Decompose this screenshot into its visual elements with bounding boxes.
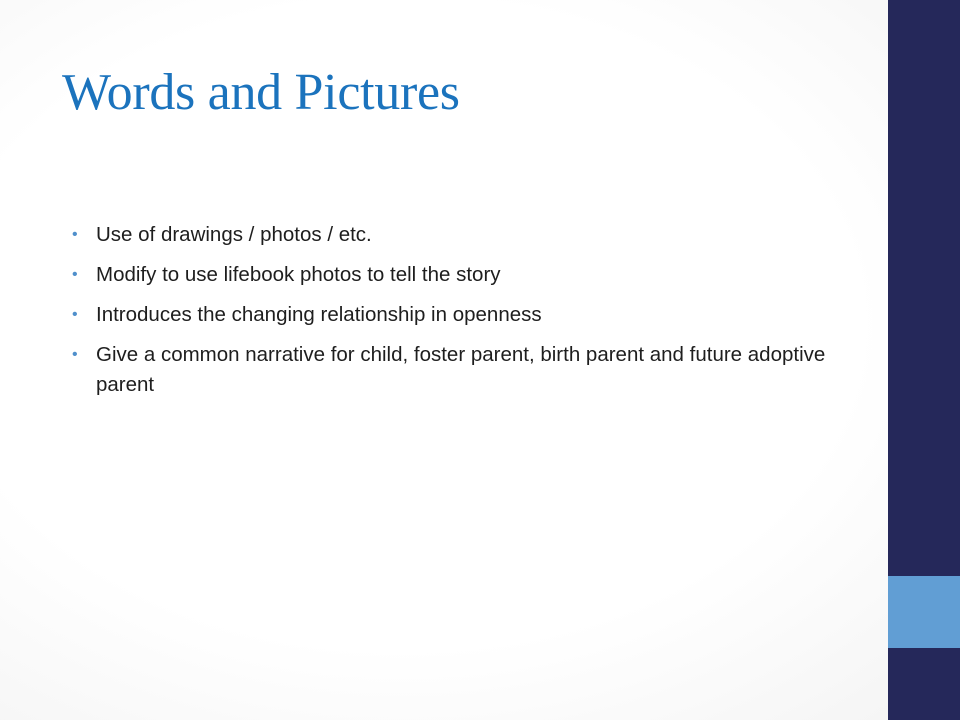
bullet-text: Modify to use lifebook photos to tell the story <box>96 263 501 286</box>
bullet-text: Give a common narrative for child, foster parent, birth parent and future adoptive parent <box>96 343 826 396</box>
bullet-list <box>72 220 842 410</box>
bullet-item <box>72 300 842 330</box>
bullet-text: Use of drawings / photos / etc. <box>96 223 372 246</box>
bullet-item <box>72 220 842 250</box>
bullet-text: Introduces the changing relationship in openness <box>96 303 542 326</box>
right-accent-block <box>888 576 960 648</box>
bullet-icon: • <box>72 266 78 283</box>
bullet-item <box>72 260 842 290</box>
slide-title: Words and Pictures <box>62 64 460 121</box>
bullet-item <box>72 340 842 400</box>
bullet-icon: • <box>72 346 78 363</box>
bullet-icon: • <box>72 306 78 323</box>
bullet-icon: • <box>72 226 78 243</box>
